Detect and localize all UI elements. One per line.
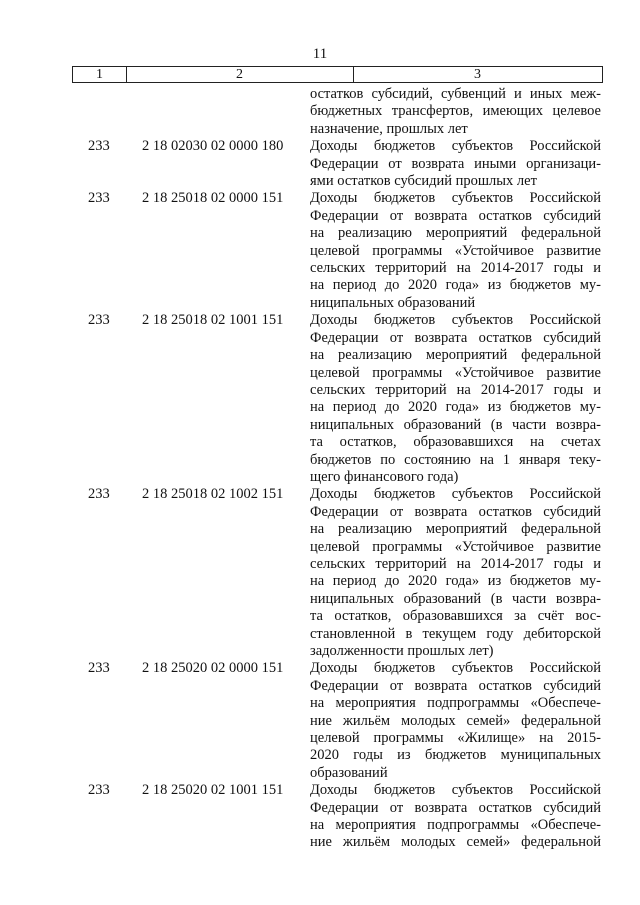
table-row xyxy=(72,782,603,852)
description-line: Федерации от возврата остатков субсидий xyxy=(310,799,601,816)
income-description xyxy=(310,312,601,486)
income-description xyxy=(310,486,601,660)
income-description xyxy=(310,138,601,190)
table-row xyxy=(72,486,603,660)
description-line: на период до 2020 года» из бюджетов му- xyxy=(310,277,601,294)
admin-code: 233 xyxy=(88,312,110,329)
description-line: остатков субсидий, субвенций и иных меж- xyxy=(310,86,601,102)
table-body xyxy=(72,86,603,852)
table-header xyxy=(72,66,603,83)
description-line: на реализацию мероприятий федеральной xyxy=(310,521,601,538)
admin-code: 233 xyxy=(88,190,110,207)
description-line: ниципальных образований (в части возвра- xyxy=(310,590,601,607)
table-row xyxy=(72,190,603,312)
budget-classification-code: 2 18 25018 02 1001 151 xyxy=(142,312,284,329)
admin-code: 233 xyxy=(88,660,110,677)
description-line: Доходы бюджетов субъектов Российской xyxy=(310,782,601,799)
description-line: бюджетов по состоянию на 1 января теку- xyxy=(310,451,601,468)
description-line: Доходы бюджетов субъектов Российской xyxy=(310,190,601,207)
description-line: ние жильём молодых семей» федеральной xyxy=(310,712,601,729)
description-line: та остатков, образовавшихся на счетах xyxy=(310,434,601,451)
description-line: Федерации от возврата остатков субсидий xyxy=(310,677,601,694)
description-line: образований xyxy=(310,764,388,781)
description-line: Доходы бюджетов субъектов Российской xyxy=(310,486,601,503)
description-line: целевой программы «Устойчивое развитие xyxy=(310,364,601,381)
description-line: 2020 годы из бюджетов муниципальных xyxy=(310,747,601,764)
description-line: ниципальных образований xyxy=(310,294,476,311)
description-line: ями остатков субсидий прошлых лет xyxy=(310,173,537,190)
description-line: на период до 2020 года» из бюджетов му- xyxy=(310,399,601,416)
table-row xyxy=(72,86,603,138)
description-line: бюджетных трансфертов, имеющих целевое xyxy=(310,103,601,120)
budget-classification-code: 2 18 02030 02 0000 180 xyxy=(142,138,284,155)
header-col-1: 1 xyxy=(73,67,127,82)
description-line: Федерации от возврата остатков субсидий xyxy=(310,329,601,346)
description-line: Доходы бюджетов субъектов Российской xyxy=(310,138,601,155)
budget-classification-code: 2 18 25018 02 1002 151 xyxy=(142,486,284,503)
description-line: Доходы бюджетов субъектов Российской xyxy=(310,312,601,329)
page-number: 11 xyxy=(312,46,328,62)
description-line: на реализацию мероприятий федеральной xyxy=(310,347,601,364)
budget-classification-code: 2 18 25018 02 0000 151 xyxy=(142,190,284,207)
budget-classification-code: 2 18 25020 02 0000 151 xyxy=(142,660,284,677)
description-line: целевой программы «Устойчивое развитие xyxy=(310,538,601,555)
description-line: становленной в текущем году дебиторской xyxy=(310,625,601,642)
description-line: на мероприятия подпрограммы «Обеспече- xyxy=(310,695,601,712)
income-description xyxy=(310,660,601,782)
header-col-2: 2 xyxy=(126,67,354,82)
budget-classification-code: 2 18 25020 02 1001 151 xyxy=(142,782,284,799)
description-line: сельских территорий на 2014-2017 годы и xyxy=(310,555,601,572)
description-line: Доходы бюджетов субъектов Российской xyxy=(310,660,601,677)
description-line: на мероприятия подпрограммы «Обеспече- xyxy=(310,817,601,834)
table-row xyxy=(72,138,603,190)
description-line: задолженности прошлых лет) xyxy=(310,643,494,659)
income-description xyxy=(310,782,601,852)
table-row xyxy=(72,312,603,486)
description-line: ниципальных образований (в части возвра- xyxy=(310,416,601,433)
description-line: на период до 2020 года» из бюджетов му- xyxy=(310,573,601,590)
admin-code: 233 xyxy=(88,486,110,503)
description-line: Федерации от возврата иными организаци- xyxy=(310,155,601,172)
table-row xyxy=(72,660,603,782)
description-line: назначение, прошлых лет xyxy=(310,120,468,137)
description-line: та остатков, образовавшихся за счёт вос- xyxy=(310,608,601,625)
description-line: сельских территорий на 2014-2017 годы и xyxy=(310,381,601,398)
description-line: Федерации от возврата остатков субсидий xyxy=(310,207,601,224)
income-description xyxy=(310,190,601,312)
description-line: сельских территорий на 2014-2017 годы и xyxy=(310,260,601,277)
income-description xyxy=(310,86,601,138)
description-line: ние жильём молодых семей» федеральной xyxy=(310,834,601,851)
description-line: на реализацию мероприятий федеральной xyxy=(310,225,601,242)
description-line: Федерации от возврата остатков субсидий xyxy=(310,503,601,520)
description-line: щего финансового года) xyxy=(310,468,459,485)
admin-code: 233 xyxy=(88,782,110,799)
description-line: целевой программы «Жилище» на 2015- xyxy=(310,730,601,747)
admin-code: 233 xyxy=(88,138,110,155)
header-col-3: 3 xyxy=(474,67,481,82)
description-line: целевой программы «Устойчивое развитие xyxy=(310,242,601,259)
